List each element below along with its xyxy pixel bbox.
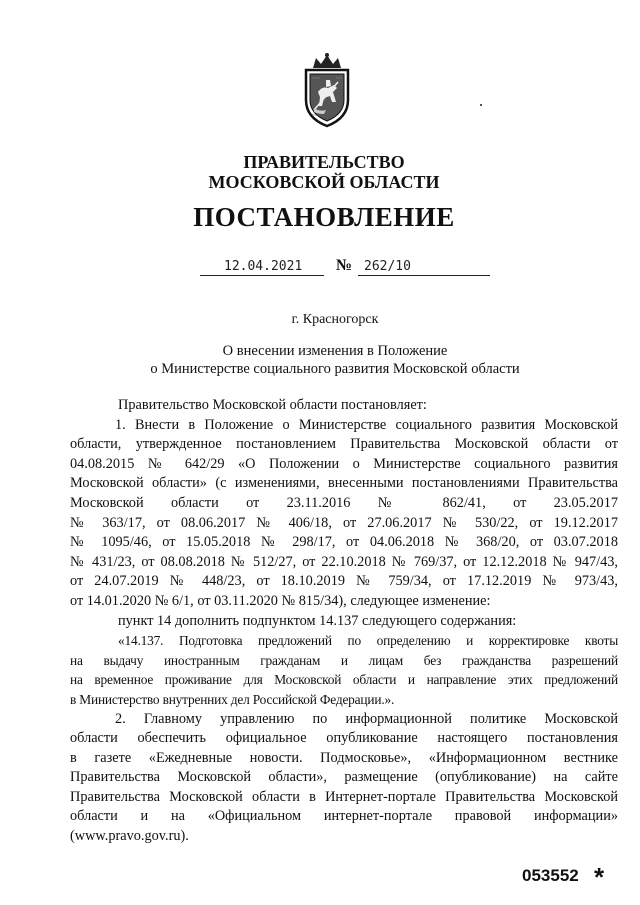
registration-line xyxy=(200,258,490,278)
body-line: (www.pravo.gov.ru). xyxy=(70,828,189,845)
document-number: 262/10 xyxy=(364,259,411,274)
quote-line: на временное проживание для Московской области и направление этих предложений xyxy=(70,672,618,688)
body-line: от 24.07.2019 № 448/23, от 18.10.2019 № 759/34, от 17.12.2019 № 973/43, xyxy=(70,573,618,590)
body-line: № 431/23, от 08.08.2018 № 512/27, от 22.10.2018 № 769/37, от 12.12.2018 № 947/43, xyxy=(70,553,618,570)
coat-of-arms-icon xyxy=(300,52,354,128)
body-line: 04.08.2015 № 642/29 «О Положении о Министерстве социального развития xyxy=(70,455,618,472)
body-line: № 1095/46, от 15.05.2018 № 298/17, от 04.06.2018 № 368/20, от 03.07.2018 xyxy=(70,534,618,551)
body-line: от 14.01.2020 № 6/1, от 03.11.2020 № 815/34), следующее изменение: xyxy=(70,592,491,609)
body-line: 1. Внести в Положение о Министерстве социального развития Московской xyxy=(115,416,618,433)
body-line: области и на «Официальном интернет-портале правовой информации» xyxy=(70,808,618,825)
body-line: в газете «Ежедневные новости. Подмосковье», «Информационном вестнике xyxy=(70,749,618,766)
body-line: пункт 14 дополнить подпунктом 14.137 следующего содержания: xyxy=(118,612,517,629)
document-date: 12.04.2021 xyxy=(224,259,303,274)
body-line: области обеспечить официальное опубликование настоящего постановления xyxy=(70,730,618,747)
number-sign: № xyxy=(336,257,353,274)
body-line: 2. Главному управлению по информационной политике Московской xyxy=(115,710,618,727)
subject-line: о Министерстве социального развития Московской области xyxy=(150,361,520,377)
body-line: Московской области от 23.11.2016 № 862/41, от 23.05.2017 xyxy=(70,494,618,511)
body-line: № 363/17, от 08.06.2017 № 406/18, от 27.06.2017 № 530/22, от 19.12.2017 xyxy=(70,514,618,531)
document-subject xyxy=(0,342,640,378)
number-underline xyxy=(358,275,490,276)
date-underline xyxy=(200,275,324,276)
city: г. Красногорск xyxy=(291,312,379,327)
org-name-line1: ПРАВИТЕЛЬСТВО xyxy=(243,152,405,172)
quote-line: «14.137. Подготовка предложений по определению и корректировке квоты xyxy=(118,633,618,649)
body-line: Правительство Московской области постановляет: xyxy=(118,397,427,413)
form-serial-number: 053552 xyxy=(522,866,579,885)
star-mark: * xyxy=(594,862,605,892)
quote-line: на выдачу иностранным гражданам и лицам без гражданства разрешений xyxy=(70,652,618,668)
document-type: ПОСТАНОВЛЕНИЕ xyxy=(193,202,455,232)
org-name-line2: МОСКОВСКОЙ ОБЛАСТИ xyxy=(208,172,440,192)
scan-speck xyxy=(480,104,482,106)
quote-line: в Министерство внутренних дел Российской Федерации.». xyxy=(70,691,395,707)
document-body xyxy=(70,396,618,847)
body-line: Правительства Московской области», размещение (опубликование) на сайте xyxy=(70,769,618,786)
body-line: области, утвержденное постановлением Правительства Московской области от xyxy=(70,436,618,453)
subject-line: О внесении изменения в Положение xyxy=(222,343,448,359)
body-line: Правительства Московской области в Интернет-портале Правительства Московской xyxy=(70,788,618,805)
body-line: Московской области» (с изменениями, внесенными постановлениями Правительства xyxy=(70,475,618,492)
